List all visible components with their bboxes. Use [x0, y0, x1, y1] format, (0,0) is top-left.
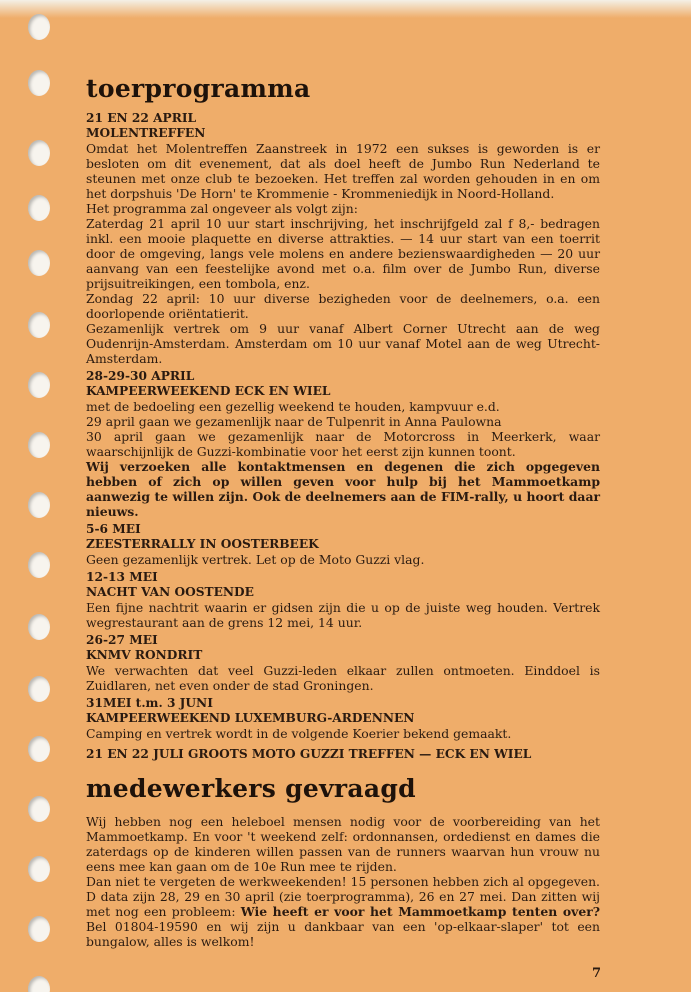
page-title: toerprogramma [86, 74, 311, 103]
article-content [86, 74, 600, 949]
event-name: MOLENTREFFEN [86, 126, 206, 140]
binder-hole [28, 312, 50, 338]
event-name: NACHT VAN OOSTENDE [86, 585, 254, 599]
binder-hole [28, 432, 50, 458]
event-kampeerweekend-eck-en-wiel [86, 369, 600, 519]
event-date: 12-13 MEI [86, 570, 158, 584]
binder-hole [28, 796, 50, 822]
binder-hole [28, 195, 50, 221]
binder-hole [28, 552, 50, 578]
event-molentreffen [86, 111, 600, 366]
event-date: 28-29-30 APRIL [86, 369, 195, 383]
event-nacht-van-oostende [86, 570, 600, 630]
event-paragraph: Zondag 22 april: 10 uur diverse bezigheden voor de deelnemers, o.a. een doorlopende oriëntatierit. [86, 291, 600, 321]
binder-hole [28, 14, 50, 40]
event-date: 21 EN 22 APRIL [86, 111, 197, 125]
binder-holes [0, 0, 60, 992]
event-paragraph: 29 april gaan we gezamenlijk naar de Tulpenrit in Anna Paulowna [86, 414, 502, 429]
event-zeesterrally [86, 522, 600, 567]
event-paragraph: 30 april gaan we gezamenlijk naar de Motorcross in Meerkerk, waar waarschijnlijk de Guzzi-kombinatie voor het eerst zijn kunnen toont. [86, 429, 600, 459]
event-name: ZEESTERRALLY IN OOSTERBEEK [86, 537, 319, 551]
event-paragraph: Camping en vertrek wordt in de volgende Koerier bekend gemaakt. [86, 726, 512, 741]
event-paragraph: We verwachten dat veel Guzzi-leden elkaar zullen ontmoeten. Einddoel is Zuidlaren, net even onder de stad Groningen. [86, 663, 600, 693]
binder-hole [28, 614, 50, 640]
paragraph-text: Dan niet te vergeten de werkweekenden! 15 personen hebben zich al opgegeven. D data zijn 28, 29 en 30 april (zie toerprogramma), 26 en 27 mei. Dan zitten wij met nog een probleem: [86, 874, 600, 919]
paragraph-bold-text: Wie heeft er voor het Mammoetkamp tenten over? [240, 904, 601, 919]
event-name: KAMPEERWEEKEND LUXEMBURG-ARDENNEN [86, 711, 415, 725]
binder-hole [28, 70, 50, 96]
event-knmv-rondrit [86, 633, 600, 693]
binder-hole [28, 372, 50, 398]
binder-hole [28, 976, 50, 992]
page-number: 7 [592, 966, 602, 981]
event-paragraph: met de bedoeling een gezellig weekend te houden, kampvuur e.d. [86, 399, 500, 414]
event-paragraph: Een fijne nachtrit waarin er gidsen zijn die u op de juiste weg houden. Vertrek wegrestaurant aan de grens 12 mei, 14 uur. [86, 600, 600, 630]
binder-hole [28, 736, 50, 762]
binder-hole [28, 250, 50, 276]
event-paragraph: Het programma zal ongeveer als volgt zijn: [86, 201, 358, 216]
event-notice: Wij verzoeken alle kontaktmensen en degenen die zich opgegeven hebben of zich op willen geven voor hulp bij het Mammoetkamp aanwezig te willen zijn. Ook de deelnemers aan de FIM-rally, u hoort daar nieuws. [86, 459, 600, 519]
paragraph-text: Bel 01804-19590 en wij zijn u dankbaar van een 'op-elkaar-slaper' tot een bungalow, alles is welkom! [86, 919, 600, 949]
section-title: medewerkers gevraagd [86, 774, 416, 803]
highlight-line: 21 EN 22 JULI GROOTS MOTO GUZZI TREFFEN — ECK EN WIEL [86, 747, 532, 761]
event-date: 26-27 MEI [86, 633, 158, 647]
binder-hole [28, 140, 50, 166]
binder-hole [28, 916, 50, 942]
event-paragraph: Zaterdag 21 april 10 uur start inschrijving, het inschrijfgeld zal f 8,- bedragen inkl. een mooie plaquette en diverse attrakties. — 14 uur start van een toerrit door de omgeving, langs vele molens en andere bezienswaardigheden — 20 uur aanvang van een feestelijke avond met o.a. film over de Jumbo Run, diverse prijsuitreikingen, een tombola, enz. [86, 216, 600, 291]
event-name: KNMV RONDRIT [86, 648, 203, 662]
binder-hole [28, 492, 50, 518]
event-date: 31MEI t.m. 3 JUNI [86, 696, 213, 710]
event-luxemburg-ardennen [86, 696, 600, 741]
event-paragraph: Geen gezamenlijk vertrek. Let op de Moto Guzzi vlag. [86, 552, 425, 567]
event-paragraph: Omdat het Molentreffen Zaanstreek in 1972 een sukses is geworden is er besloten om dit evenement, dat als doel heeft de Jumbo Run Nederland te steunen met onze club te bezoeken. Het treffen zal worden gehouden in en om het dorpshuis 'De Horn' te Krommenie - Krommeniedijk in Noord-Holland. [86, 141, 600, 201]
section-paragraph [86, 874, 600, 949]
event-name: KAMPEERWEEKEND ECK EN WIEL [86, 384, 331, 398]
event-date: 5-6 MEI [86, 522, 141, 536]
event-paragraph: Gezamenlijk vertrek om 9 uur vanaf Albert Corner Utrecht aan de weg Oudenrijn-Amsterdam. Amsterdam om 10 uur vanaf Motel aan de weg Utrecht-Amsterdam. [86, 321, 600, 366]
section-paragraph: Wij hebben nog een heleboel mensen nodig voor de voorbereiding van het Mammoetkamp. En voor 't weekend zelf: ordonnansen, ordedienst en dames die zaterdags op de kinderen willen passen van de runners waarvan hun vrouw nu eens mee kan gaan om de 10e Run mee te rijden. [86, 814, 600, 874]
binder-hole [28, 676, 50, 702]
binder-hole [28, 856, 50, 882]
